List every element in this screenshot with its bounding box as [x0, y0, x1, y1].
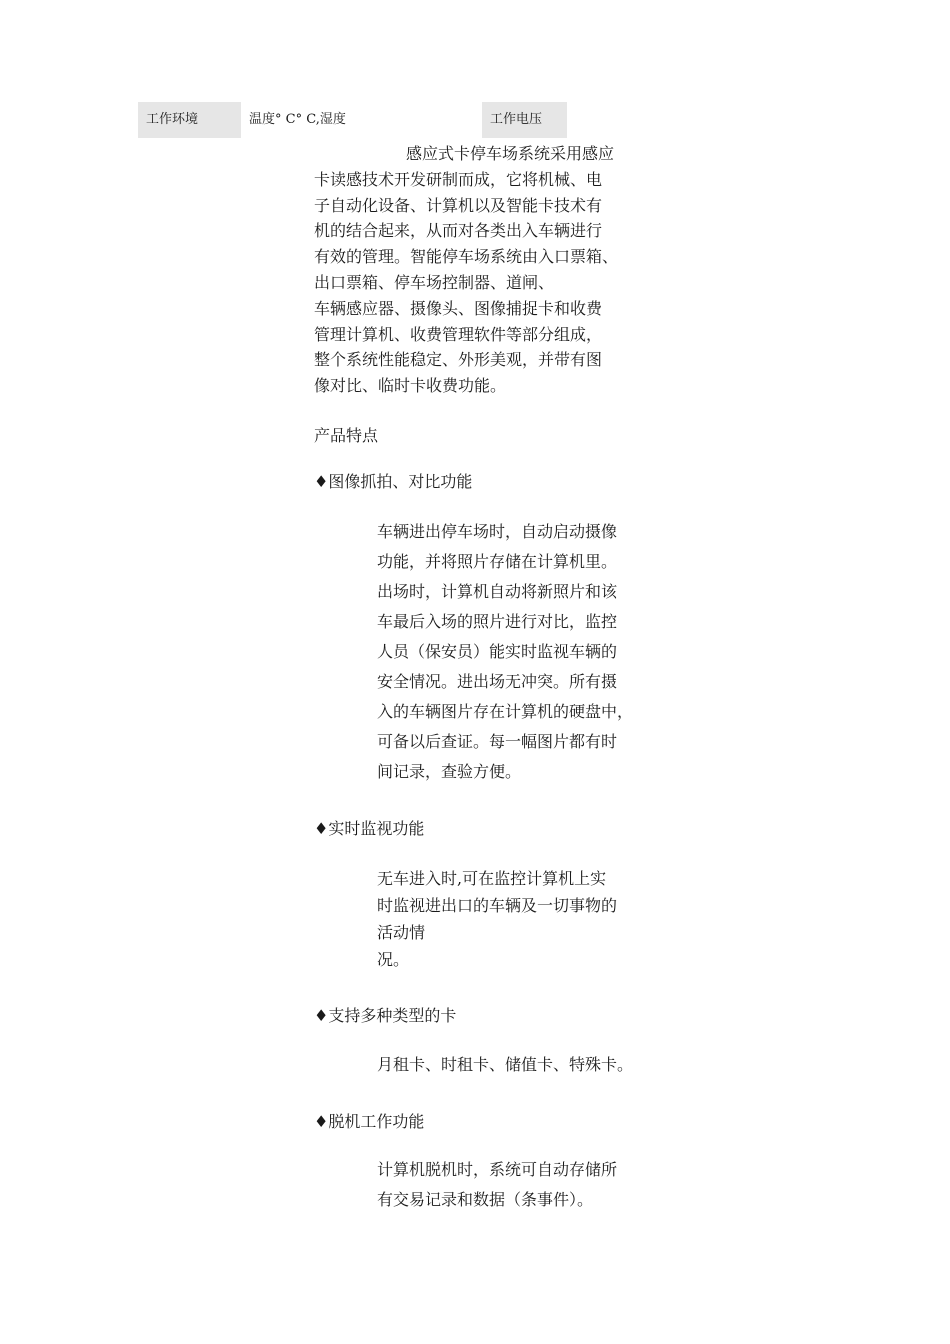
- feature-title: ♦图像抓拍、对比功能: [314, 472, 473, 491]
- feature-line: 计算机脱机时，系统可自动存储所: [377, 1160, 618, 1179]
- feature-body: [377, 1155, 657, 1215]
- feature-line: 可备以后查证。每一幅图片都有时: [377, 732, 618, 751]
- intro-paragraph: [314, 141, 654, 399]
- feature-body: [377, 1051, 657, 1078]
- intro-line: 感应式卡停车场系统采用感应: [406, 144, 615, 163]
- feature-line: 功能，并将照片存储在计算机里。: [377, 552, 618, 571]
- env-label: 工作环境: [146, 112, 199, 127]
- feature-line: 时监视进出口的车辆及一切事物的: [377, 896, 618, 915]
- feature-line: 有交易记录和数据（条事件）。: [377, 1190, 594, 1209]
- feature-line: 无车进入时,可在监控计算机上实: [377, 869, 607, 888]
- intro-line: 管理计算机、收费管理软件等部分组成，: [314, 324, 603, 344]
- feature-line: 车最后入场的照片进行对比，监控: [377, 612, 618, 631]
- feature-title: ♦支持多种类型的卡: [314, 1006, 457, 1025]
- feature-line: 出场时，计算机自动将新照片和该: [377, 582, 618, 601]
- feature-line: 月租卡、时租卡、储值卡、特殊卡。: [377, 1055, 634, 1074]
- feature-line: 间记录，查验方便。: [377, 762, 522, 781]
- intro-line: 卡读感技术开发研制而成，它将机械、电: [314, 169, 603, 189]
- intro-line: 像对比、临时卡收费功能。: [314, 376, 507, 396]
- env-label-cell: [138, 102, 241, 138]
- feature-title: ♦实时监视功能: [314, 819, 425, 838]
- intro-line: 机的结合起来，从而对各类出入车辆进行: [314, 221, 603, 241]
- feature-title: ♦脱机工作功能: [314, 1112, 425, 1131]
- feature-line: 活动情: [377, 923, 426, 942]
- voltage-label-cell: [482, 102, 567, 138]
- feature-line: 入的车辆图片存在计算机的硬盘中，: [377, 702, 634, 721]
- feature-body: [377, 865, 657, 973]
- feature-line: 安全情况。进出场无冲突。所有摄: [377, 672, 618, 691]
- env-value: 温度° C° C,湿度: [249, 112, 346, 127]
- features-title: 产品特点: [314, 426, 379, 445]
- voltage-label: 工作电压: [490, 112, 543, 127]
- feature-line: 车辆进出停车场时，自动启动摄像: [377, 522, 618, 541]
- env-value-cell: [241, 102, 481, 138]
- intro-line: 子自动化设备、计算机以及智能卡技术有: [314, 195, 603, 215]
- feature-body: [377, 517, 657, 787]
- intro-line: 出口票箱、停车场控制器、道闸、: [314, 272, 555, 292]
- intro-line: 有效的管理。智能停车场系统由入口票箱、: [314, 247, 619, 267]
- intro-line: 整个系统性能稳定、外形美观，并带有图: [314, 350, 603, 370]
- intro-line: 车辆感应器、摄像头、图像捕捉卡和收费: [314, 298, 603, 318]
- feature-line: 人员（保安员）能实时监视车辆的: [377, 642, 618, 661]
- feature-line: 况。: [377, 950, 410, 969]
